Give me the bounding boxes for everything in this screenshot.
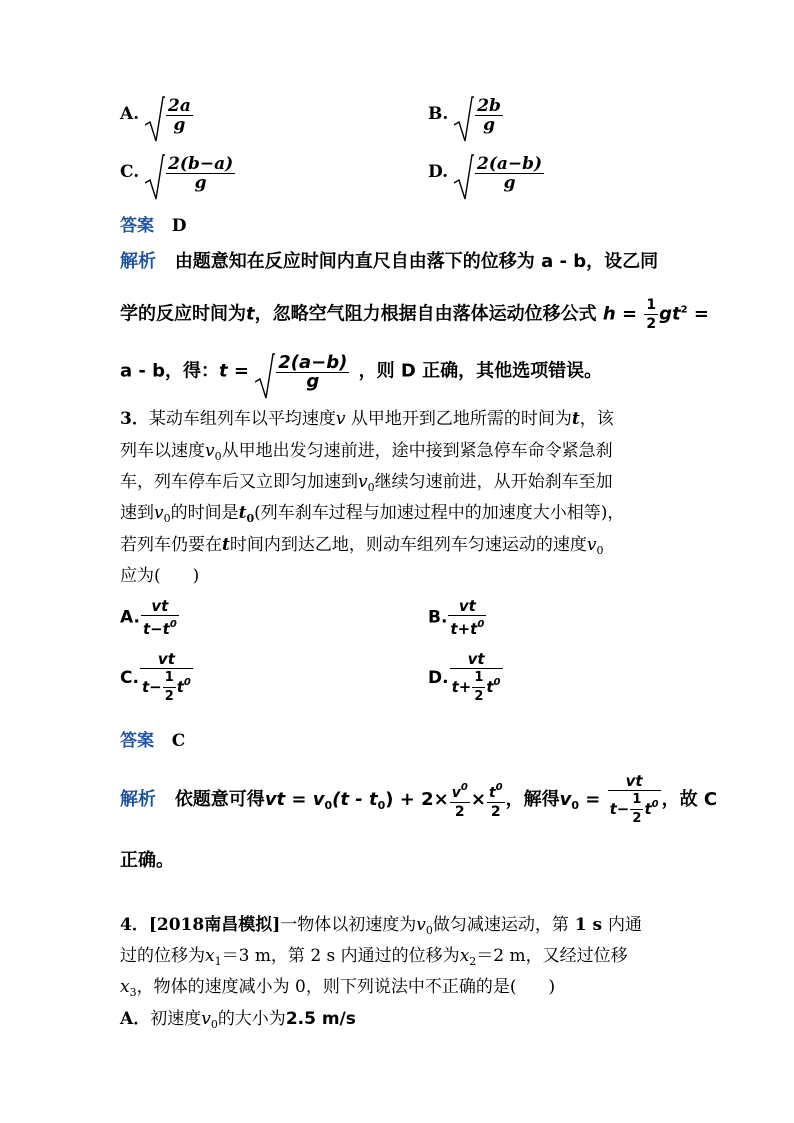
fraction-denominator: 2 [454,804,465,820]
math-expr: (t - t [332,789,378,810]
q4-stem-line-2 [120,946,628,972]
math-var: v [154,503,164,523]
question-source: [2018南昌模拟] [148,915,281,935]
fraction-denominator: g [194,173,207,193]
fraction-numerator: 2(a−b) [476,154,543,174]
sqrt-expression [145,95,196,134]
exponent: 2 [680,304,688,316]
fraction [141,597,179,638]
stem-text: 车，列车停车后又立即匀加速到 [120,472,358,492]
subscript: 0 [367,481,375,494]
q3-stem-line-1 [120,409,614,429]
q3-analysis-line-1 [120,772,717,828]
q2-answer [120,216,187,236]
fraction-denominator: 2 [646,316,657,332]
stem-text: ) [548,977,556,997]
q4-stem-line-1 [120,915,642,941]
fraction-denominator: g [483,115,496,135]
analysis-text: a - b，得： [120,360,220,382]
fraction-numerator: t [488,785,496,801]
q3-stem-line-6 [120,566,199,586]
math-var: x [120,977,130,997]
subscript: 0 [246,512,255,525]
fraction-denominator: t+t [450,620,478,638]
subscript: 0 [183,677,191,688]
subscript: 0 [493,677,501,688]
option-text: 初速度 [150,1009,202,1029]
math-var: h [602,303,616,325]
q2-analysis-line-1 [120,252,658,272]
option-label: C. [120,162,140,182]
option-label: A. [120,104,140,124]
math-var: v [358,472,368,492]
fraction-denominator: g [306,371,320,392]
math-var: t [219,360,228,382]
radical-sign [145,95,165,143]
option-label: D. [428,668,449,688]
subscript: 0 [214,450,222,463]
subscript: 0 [460,782,468,793]
fraction: vt t+ $\frac{1}{2}$ $t^0$ [451,650,501,704]
fraction-denominator: 2 [474,689,484,704]
analysis-text: ，故 C [661,789,718,810]
fraction-half [472,669,485,706]
subscript: 0 [324,799,333,812]
answer-tag: 答案 [120,731,154,751]
fraction-numerator: 2(b−a) [168,154,234,174]
q2-option-a[interactable] [120,95,196,134]
fraction: vt t− $\frac{1}{2}$ $t^0$ [609,772,659,826]
math-var: v [586,535,597,555]
subscript: 0 [210,1018,218,1031]
stem-text: 应为( [120,566,161,586]
subscript: 2 [469,955,477,968]
fraction-denominator: t− [609,800,630,818]
math-var: gt [659,303,681,325]
q3-stem-line-3 [120,472,613,498]
analysis-text: 学的反应时间为 [120,303,246,325]
q3-option-b[interactable] [428,597,487,638]
fraction-denominator: g [173,115,186,135]
subscript: 0 [651,799,659,810]
option-label: C. [120,668,139,688]
stem-text: 的时间是 [170,503,239,523]
subscript: 0 [571,799,580,812]
fraction-denominator: t− [141,678,162,696]
fraction-denominator: 2 [490,804,501,820]
fraction-numerator: 2b [477,96,501,116]
q3-stem-line-4 [120,503,624,529]
stem-text: 一物体以初速度为 [280,915,417,935]
fraction-numerator: vt [140,650,193,669]
sqrt-expression [145,153,238,192]
analysis-text: 正确。 [120,850,174,871]
option-label: A. [120,607,140,628]
math-op: = [615,303,644,325]
analysis-tag: 解析 [120,251,156,272]
math-var: v [201,1009,211,1029]
stem-text: 从甲地出发匀速前进，途中接到紧急停车命令紧急刹 [221,441,613,461]
stem-text: 速到 [120,503,154,523]
subscript: 1 [214,955,222,968]
question-number: 3． [120,409,149,429]
fraction-denominator: 2 [632,811,642,826]
fraction-numerator: 1 [630,791,643,810]
fraction-numerator: 1 [646,297,657,313]
answer-value: C [171,731,186,751]
fraction [450,779,470,821]
q3-option-c[interactable] [120,650,194,706]
subscript: 0 [596,544,604,557]
fraction-half [163,669,176,706]
q2-analysis-line-3 [120,352,602,391]
math-var: x [205,946,215,966]
fraction-denominator: 2 [164,689,174,704]
math-op: = [579,789,607,810]
fraction-numerator: v [451,785,461,801]
stem-text: 列车以速度 [120,441,205,461]
math-var: t [246,303,255,325]
answer-value: D [171,216,187,236]
option-label: B. [428,104,449,124]
math-var: v [416,915,426,935]
math-var: vt [264,789,286,810]
stem-text: 做匀减速运动，第 [432,915,569,935]
fraction: vt t− $\frac{1}{2}$ $t^0$ [141,650,191,704]
math-var: x [459,946,470,966]
fraction-numerator: 1 [472,669,485,688]
sqrt-expression [255,352,352,391]
radical-sign [145,153,165,201]
option-label: B. [428,607,448,628]
fraction-numerator: vt [608,772,661,791]
stem-text: 继续匀速前进，从开始刹车至加 [374,472,613,492]
math-op: + 2× [393,789,449,810]
subscript: 0 [495,782,503,793]
option-value: 2.5 m/s [285,1009,356,1029]
stem-text: 从甲地开到乙地所需的时间为 [345,409,572,429]
fraction-numerator: vt [141,597,179,616]
stem-text: 内通 [608,915,643,935]
math-op: = [227,360,256,382]
q2-option-c[interactable] [120,153,238,192]
stem-text: 某动车组列车以平均速度 [148,409,336,429]
math-var: t [222,535,230,555]
option-text: 的大小为 [217,1009,286,1029]
sqrt-expression [454,153,547,192]
stem-text: 时间内到达乙地，则动车组列车匀速运动的速度 [229,535,587,555]
q2-option-d[interactable] [428,153,547,192]
q3-option-d[interactable] [428,650,504,706]
fraction-denominator: t+ [451,678,472,696]
answer-tag: 答案 [120,216,154,236]
q4-stem-line-3 [120,977,555,1003]
stem-text: (列车刹车过程与加速过程中的加速度大小相等)， [254,503,625,523]
math-op: = [687,303,709,325]
math-var: t [238,503,247,523]
option-label: D. [428,162,449,182]
radical-sign [255,352,275,400]
stem-text: ) [192,566,200,586]
radical-sign [454,153,474,201]
fraction-half [630,791,643,828]
q3-stem-line-5 [120,535,603,561]
q4-option-a[interactable] [120,1009,356,1035]
radical-sign [454,95,474,143]
math-var: v [559,789,572,810]
q2-analysis-line-2 [120,296,709,333]
fraction-denominator: t−t [142,620,170,638]
subscript: 0 [425,924,433,937]
q3-option-a[interactable] [120,597,180,638]
analysis-text: 由题意知在反应时间内直尺自由落下的位移为 a - b，设乙同 [174,251,659,272]
stem-text: 1 s [568,915,609,935]
fraction-numerator: vt [450,650,503,669]
fraction-numerator: vt [448,597,486,616]
math-var: v [312,789,325,810]
fraction-numerator: 2a [168,96,191,116]
math-var: v [205,441,215,461]
stem-text: ，该 [579,409,614,429]
q3-answer [120,731,185,751]
fraction-numerator: 2(a−b) [278,352,348,373]
question-number: 4． [120,915,149,935]
analysis-text: 依题意可得 [174,789,265,810]
q2-option-b[interactable] [428,95,506,134]
subscript: 0 [163,512,171,525]
stem-text: ＝2 m，又经过位移 [476,946,628,966]
sqrt-expression [454,95,506,134]
math-op: = [285,789,313,810]
subscript: 3 [129,986,137,999]
fraction-half [644,296,658,333]
stem-text: ，物体的速度减小为 0，则下列说法中不正确的是( [136,977,517,997]
option-label: A． [120,1009,151,1029]
subscript: 0 [377,799,386,812]
math-var: t [571,409,580,429]
analysis-text: ，则 D 正确，其他选项错误。 [358,360,603,382]
math-op: × [470,789,486,810]
stem-text: ＝3 m，第 2 s 内通过的位移为 [221,946,460,966]
subscript: 0 [477,619,485,630]
analysis-tag: 解析 [120,789,156,810]
analysis-text: ，解得 [505,789,560,810]
fraction-numerator: 1 [163,669,176,688]
fraction-denominator: g [503,173,516,193]
analysis-text: ，忽略空气阻力根据自由落体运动位移公式 [254,303,597,325]
q3-analysis-line-2 [120,851,174,871]
math-var: v [335,409,346,429]
q3-stem-line-2 [120,441,613,467]
stem-text: 过的位移为 [120,946,205,966]
fraction [487,779,505,821]
stem-text: 若列车仍要在 [120,535,222,555]
math-op: ) [385,789,394,810]
fraction [448,597,486,638]
subscript: 0 [169,619,177,630]
